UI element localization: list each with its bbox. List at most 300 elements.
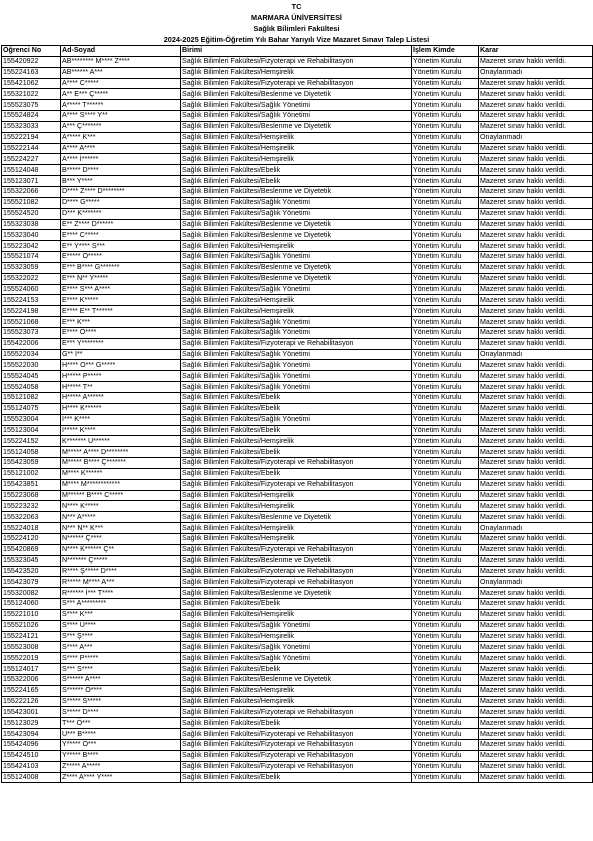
cell-unit: Sağlık Bilimleri Fakültesi/Hemşirelik — [181, 490, 412, 501]
cell-unit: Sağlık Bilimleri Fakültesi/Hemşirelik — [181, 295, 412, 306]
table-row — [2, 707, 593, 718]
cell-student-no: 155424510 — [2, 750, 61, 761]
cell-name: A***** T****** — [61, 100, 181, 111]
cell-unit: Sağlık Bilimleri Fakültesi/Sağlık Yönetimi — [181, 111, 412, 122]
cell-handler: Yönetim Kurulu — [412, 599, 479, 610]
table-row — [2, 382, 593, 393]
cell-handler: Yönetim Kurulu — [412, 664, 479, 675]
table-row — [2, 338, 593, 349]
cell-decision: Mazeret sınav hakkı verildi. — [479, 219, 593, 230]
cell-name: E**** K***** — [61, 295, 181, 306]
column-header-student-no: Öğrenci No — [2, 46, 61, 57]
table-row — [2, 349, 593, 360]
table-row — [2, 154, 593, 165]
cell-handler: Yönetim Kurulu — [412, 371, 479, 382]
cell-student-no: 155523008 — [2, 642, 61, 653]
cell-student-no: 155322022 — [2, 273, 61, 284]
header-university: MARMARA ÜNİVERSİTESİ — [251, 13, 342, 22]
cell-unit: Sağlık Bilimleri Fakültesi/Fizyoterapi ve Rehabilitasyon — [181, 544, 412, 555]
table-body — [2, 56, 593, 783]
cell-handler: Yönetim Kurulu — [412, 555, 479, 566]
cell-student-no: 155423520 — [2, 566, 61, 577]
cell-unit: Sağlık Bilimleri Fakültesi/Beslenme ve Diyetetik — [181, 512, 412, 523]
cell-handler: Yönetim Kurulu — [412, 414, 479, 425]
table-row — [2, 327, 593, 338]
cell-name: K******* U****** — [61, 436, 181, 447]
table-row — [2, 620, 593, 631]
table-row — [2, 468, 593, 479]
cell-unit: Sağlık Bilimleri Fakültesi/Fizyoterapi ve Rehabilitasyon — [181, 729, 412, 740]
cell-name: S*** Ş**** — [61, 631, 181, 642]
cell-decision: Mazeret sınav hakkı verildi. — [479, 176, 593, 187]
cell-handler: Yönetim Kurulu — [412, 577, 479, 588]
cell-decision: Mazeret sınav hakkı verildi. — [479, 186, 593, 197]
table-row — [2, 577, 593, 588]
cell-handler: Yönetim Kurulu — [412, 262, 479, 273]
cell-name: A**** S**** Y** — [61, 111, 181, 122]
table-row — [2, 132, 593, 143]
cell-student-no: 155323033 — [2, 121, 61, 132]
table-row — [2, 262, 593, 273]
cell-handler: Yönetim Kurulu — [412, 67, 479, 78]
cell-name: D**** Z**** D******** — [61, 186, 181, 197]
cell-unit: Sağlık Bilimleri Fakültesi/Hemşirelik — [181, 154, 412, 165]
cell-unit: Sağlık Bilimleri Fakültesi/Ebelik — [181, 176, 412, 187]
table-row — [2, 718, 593, 729]
cell-handler: Yönetim Kurulu — [412, 707, 479, 718]
cell-handler: Yönetim Kurulu — [412, 252, 479, 263]
cell-unit: Sağlık Bilimleri Fakültesi/Sağlık Yönetimi — [181, 653, 412, 664]
cell-handler: Yönetim Kurulu — [412, 468, 479, 479]
cell-name: A** E*** Ç***** — [61, 89, 181, 100]
cell-handler: Yönetim Kurulu — [412, 295, 479, 306]
table-row — [2, 273, 593, 284]
cell-name: N*** A***** — [61, 512, 181, 523]
cell-handler: Yönetim Kurulu — [412, 479, 479, 490]
cell-decision: Mazeret sınav hakkı verildi. — [479, 533, 593, 544]
cell-student-no: 155524824 — [2, 111, 61, 122]
cell-decision: Mazeret sınav hakkı verildi. — [479, 241, 593, 252]
cell-decision: Mazeret sınav hakkı verildi. — [479, 371, 593, 382]
cell-name: E*** B**** G******* — [61, 262, 181, 273]
cell-name: Y***** B**** — [61, 750, 181, 761]
cell-unit: Sağlık Bilimleri Fakültesi/Ebelik — [181, 468, 412, 479]
cell-unit: Sağlık Bilimleri Fakültesi/Sağlık Yönetimi — [181, 100, 412, 111]
cell-handler: Yönetim Kurulu — [412, 306, 479, 317]
cell-student-no: 155521068 — [2, 317, 61, 328]
cell-decision: Mazeret sınav hakkı verildi. — [479, 78, 593, 89]
cell-student-no: 155322066 — [2, 186, 61, 197]
cell-student-no: 155124008 — [2, 772, 61, 783]
cell-student-no: 155522019 — [2, 653, 61, 664]
cell-name: E** Z**** D****** — [61, 219, 181, 230]
cell-decision: Mazeret sınav hakkı verildi. — [479, 360, 593, 371]
cell-decision: Mazeret sınav hakkı verildi. — [479, 740, 593, 751]
table-row — [2, 100, 593, 111]
cell-decision: Mazeret sınav hakkı verildi. — [479, 121, 593, 132]
cell-unit: Sağlık Bilimleri Fakültesi/Ebelik — [181, 403, 412, 414]
cell-student-no: 155123029 — [2, 718, 61, 729]
cell-handler: Yönetim Kurulu — [412, 176, 479, 187]
cell-student-no: 155224198 — [2, 306, 61, 317]
cell-handler: Yönetim Kurulu — [412, 154, 479, 165]
cell-unit: Sağlık Bilimleri Fakültesi/Hemşirelik — [181, 533, 412, 544]
cell-name: S**** K*** — [61, 609, 181, 620]
cell-unit: Sağlık Bilimleri Fakültesi/Hemşirelik — [181, 241, 412, 252]
table-row — [2, 371, 593, 382]
cell-handler: Yönetim Kurulu — [412, 393, 479, 404]
cell-decision: Mazeret sınav hakkı verildi. — [479, 100, 593, 111]
cell-decision: Mazeret sınav hakkı verildi. — [479, 154, 593, 165]
table-row — [2, 403, 593, 414]
cell-name: S**** A*** — [61, 642, 181, 653]
cell-unit: Sağlık Bilimleri Fakültesi/Sağlık Yönetimi — [181, 414, 412, 425]
cell-student-no: 155222126 — [2, 696, 61, 707]
cell-decision: Mazeret sınav hakkı verildi. — [479, 664, 593, 675]
cell-name: N**** K****** Ç** — [61, 544, 181, 555]
cell-handler: Yönetim Kurulu — [412, 718, 479, 729]
cell-name: U*** B***** — [61, 729, 181, 740]
table-row — [2, 479, 593, 490]
column-header-name: Ad-Soyad — [61, 46, 181, 57]
cell-student-no: 155321022 — [2, 89, 61, 100]
table-row — [2, 436, 593, 447]
cell-decision: Onaylanmadı — [479, 132, 593, 143]
table-row — [2, 501, 593, 512]
cell-name: H***** P***** — [61, 371, 181, 382]
cell-name: A*** Ç******* — [61, 121, 181, 132]
cell-name: N******* Ç***** — [61, 555, 181, 566]
cell-name: A***** K*** — [61, 132, 181, 143]
cell-decision: Onaylanmadı — [479, 349, 593, 360]
cell-handler: Yönetim Kurulu — [412, 382, 479, 393]
cell-handler: Yönetim Kurulu — [412, 523, 479, 534]
table-row — [2, 642, 593, 653]
cell-unit: Sağlık Bilimleri Fakültesi/Hemşirelik — [181, 696, 412, 707]
cell-decision: Mazeret sınav hakkı verildi. — [479, 56, 593, 67]
table-row — [2, 414, 593, 425]
cell-name: E**** E** T****** — [61, 306, 181, 317]
cell-handler: Yönetim Kurulu — [412, 132, 479, 143]
cell-handler: Yönetim Kurulu — [412, 349, 479, 360]
cell-decision: Mazeret sınav hakkı verildi. — [479, 317, 593, 328]
cell-decision: Mazeret sınav hakkı verildi. — [479, 544, 593, 555]
cell-decision: Mazeret sınav hakkı verildi. — [479, 306, 593, 317]
cell-decision: Mazeret sınav hakkı verildi. — [479, 772, 593, 783]
cell-name: E**** Ö**** — [61, 327, 181, 338]
cell-name: G** İ** — [61, 349, 181, 360]
cell-unit: Sağlık Bilimleri Fakültesi/Fizyoterapi ve Rehabilitasyon — [181, 56, 412, 67]
cell-decision: Mazeret sınav hakkı verildi. — [479, 425, 593, 436]
cell-name: N*** N** K*** — [61, 523, 181, 534]
cell-unit: Sağlık Bilimleri Fakültesi/Hemşirelik — [181, 132, 412, 143]
table-row — [2, 599, 593, 610]
cell-handler: Yönetim Kurulu — [412, 338, 479, 349]
cell-handler: Yönetim Kurulu — [412, 696, 479, 707]
cell-name: D*** K******* — [61, 208, 181, 219]
cell-unit: Sağlık Bilimleri Fakültesi/Hemşirelik — [181, 631, 412, 642]
cell-unit: Sağlık Bilimleri Fakültesi/Ebelik — [181, 393, 412, 404]
table-row — [2, 295, 593, 306]
cell-unit: Sağlık Bilimleri Fakültesi/Sağlık Yönetimi — [181, 382, 412, 393]
cell-name: Z**** A**** Y**** — [61, 772, 181, 783]
cell-student-no: 155224152 — [2, 436, 61, 447]
table-row — [2, 685, 593, 696]
cell-name: E** Y**** S*** — [61, 241, 181, 252]
cell-name: Z***** A***** — [61, 761, 181, 772]
cell-name: R***** M**** A*** — [61, 577, 181, 588]
cell-name: A**** A**** — [61, 143, 181, 154]
cell-name: H***** T** — [61, 382, 181, 393]
cell-student-no: 155424096 — [2, 740, 61, 751]
cell-unit: Sağlık Bilimleri Fakültesi/Ebelik — [181, 165, 412, 176]
cell-student-no: 155224120 — [2, 533, 61, 544]
cell-decision: Mazeret sınav hakkı verildi. — [479, 338, 593, 349]
cell-student-no: 155224163 — [2, 67, 61, 78]
cell-unit: Sağlık Bilimleri Fakültesi/Fizyoterapi ve Rehabilitasyon — [181, 566, 412, 577]
table-row — [2, 111, 593, 122]
cell-handler: Yönetim Kurulu — [412, 458, 479, 469]
cell-name: E*** Y******** — [61, 338, 181, 349]
cell-student-no: 155124058 — [2, 447, 61, 458]
cell-handler: Yönetim Kurulu — [412, 631, 479, 642]
cell-name: A**** C***** — [61, 78, 181, 89]
cell-unit: Sağlık Bilimleri Fakültesi/Sağlık Yönetimi — [181, 349, 412, 360]
cell-decision: Mazeret sınav hakkı verildi. — [479, 230, 593, 241]
table-header-row — [2, 46, 593, 57]
cell-unit: Sağlık Bilimleri Fakültesi/Ebelik — [181, 425, 412, 436]
cell-decision: Mazeret sınav hakkı verildi. — [479, 479, 593, 490]
cell-name: Y***** Ö*** — [61, 740, 181, 751]
cell-handler: Yönetim Kurulu — [412, 740, 479, 751]
cell-name: R****** İ*** T**** — [61, 588, 181, 599]
cell-name: E***** Ö***** — [61, 252, 181, 263]
table-row — [2, 208, 593, 219]
cell-student-no: 155523004 — [2, 414, 61, 425]
cell-name: H**** K****** — [61, 403, 181, 414]
cell-name: S****** Ö**** — [61, 685, 181, 696]
cell-name: S***** D**** — [61, 707, 181, 718]
cell-handler: Yönetim Kurulu — [412, 447, 479, 458]
cell-name: B***** D**** — [61, 165, 181, 176]
column-header-unit: Birimi — [181, 46, 412, 57]
cell-decision: Mazeret sınav hakkı verildi. — [479, 327, 593, 338]
cell-unit: Sağlık Bilimleri Fakültesi/Sağlık Yönetimi — [181, 284, 412, 295]
cell-handler: Yönetim Kurulu — [412, 197, 479, 208]
cell-handler: Yönetim Kurulu — [412, 100, 479, 111]
cell-student-no: 155224153 — [2, 295, 61, 306]
cell-decision: Mazeret sınav hakkı verildi. — [479, 295, 593, 306]
table-row — [2, 772, 593, 783]
cell-handler: Yönetim Kurulu — [412, 241, 479, 252]
cell-student-no: 155422006 — [2, 338, 61, 349]
cell-name: S*** A********* — [61, 599, 181, 610]
cell-unit: Sağlık Bilimleri Fakültesi/Beslenme ve Diyetetik — [181, 273, 412, 284]
table-row — [2, 425, 593, 436]
cell-unit: Sağlık Bilimleri Fakültesi/Fizyoterapi ve Rehabilitasyon — [181, 577, 412, 588]
table-row — [2, 89, 593, 100]
column-header-handler: İşlem Kimde — [412, 46, 479, 57]
cell-decision: Mazeret sınav hakkı verildi. — [479, 696, 593, 707]
cell-handler: Yönetim Kurulu — [412, 588, 479, 599]
cell-handler: Yönetim Kurulu — [412, 425, 479, 436]
cell-decision: Mazeret sınav hakkı verildi. — [479, 284, 593, 295]
table-row — [2, 609, 593, 620]
cell-decision: Mazeret sınav hakkı verildi. — [479, 468, 593, 479]
cell-student-no: 155323038 — [2, 219, 61, 230]
cell-student-no: 155224227 — [2, 154, 61, 165]
table-row — [2, 306, 593, 317]
table-row — [2, 219, 593, 230]
cell-unit: Sağlık Bilimleri Fakültesi/Beslenme ve Diyetetik — [181, 219, 412, 230]
document-header — [0, 0, 593, 45]
cell-handler: Yönetim Kurulu — [412, 750, 479, 761]
request-table — [1, 45, 593, 783]
table-row — [2, 566, 593, 577]
cell-decision: Mazeret sınav hakkı verildi. — [479, 512, 593, 523]
cell-student-no: 155224165 — [2, 685, 61, 696]
cell-decision: Mazeret sınav hakkı verildi. — [479, 447, 593, 458]
cell-student-no: 155524045 — [2, 371, 61, 382]
cell-handler: Yönetim Kurulu — [412, 143, 479, 154]
cell-unit: Sağlık Bilimleri Fakültesi/Sağlık Yönetimi — [181, 252, 412, 263]
cell-student-no: 155522030 — [2, 360, 61, 371]
cell-student-no: 155124075 — [2, 403, 61, 414]
cell-unit: Sağlık Bilimleri Fakültesi/Beslenme ve Diyetetik — [181, 230, 412, 241]
cell-student-no: 155521082 — [2, 197, 61, 208]
cell-decision: Mazeret sınav hakkı verildi. — [479, 707, 593, 718]
cell-student-no: 155223068 — [2, 490, 61, 501]
table-row — [2, 653, 593, 664]
table-row — [2, 176, 593, 187]
cell-student-no: 155421062 — [2, 78, 61, 89]
cell-handler: Yönetim Kurulu — [412, 620, 479, 631]
cell-decision: Onaylanmadı — [479, 523, 593, 534]
cell-unit: Sağlık Bilimleri Fakültesi/Sağlık Yönetimi — [181, 360, 412, 371]
cell-unit: Sağlık Bilimleri Fakültesi/Fizyoterapi ve Rehabilitasyon — [181, 78, 412, 89]
cell-decision: Mazeret sınav hakkı verildi. — [479, 653, 593, 664]
cell-name: S***** S***** — [61, 696, 181, 707]
cell-student-no: 155423079 — [2, 577, 61, 588]
cell-name: A**** İ****** — [61, 154, 181, 165]
cell-unit: Sağlık Bilimleri Fakültesi/Sağlık Yönetimi — [181, 620, 412, 631]
table-row — [2, 512, 593, 523]
cell-unit: Sağlık Bilimleri Fakültesi/Hemşirelik — [181, 685, 412, 696]
cell-name: S*** S**** — [61, 664, 181, 675]
cell-decision: Mazeret sınav hakkı verildi. — [479, 642, 593, 653]
table-row — [2, 56, 593, 67]
table-row — [2, 674, 593, 685]
cell-handler: Yönetim Kurulu — [412, 653, 479, 664]
cell-student-no: 155424103 — [2, 761, 61, 772]
cell-handler: Yönetim Kurulu — [412, 186, 479, 197]
cell-handler: Yönetim Kurulu — [412, 111, 479, 122]
cell-student-no: 155121002 — [2, 468, 61, 479]
cell-decision: Mazeret sınav hakkı verildi. — [479, 382, 593, 393]
cell-student-no: 155423851 — [2, 479, 61, 490]
cell-name: M***** B**** Ç******* — [61, 458, 181, 469]
cell-handler: Yönetim Kurulu — [412, 685, 479, 696]
cell-handler: Yönetim Kurulu — [412, 729, 479, 740]
cell-decision: Mazeret sınav hakkı verildi. — [479, 403, 593, 414]
cell-name: M**** M************ — [61, 479, 181, 490]
cell-student-no: 155222144 — [2, 143, 61, 154]
cell-handler: Yönetim Kurulu — [412, 219, 479, 230]
cell-name: N****** Ç**** — [61, 533, 181, 544]
table-row — [2, 230, 593, 241]
cell-name: E**** C***** — [61, 230, 181, 241]
cell-name: M****** B**** C***** — [61, 490, 181, 501]
cell-student-no: 155521026 — [2, 620, 61, 631]
table-row — [2, 121, 593, 132]
cell-name: S**** P***** — [61, 653, 181, 664]
cell-handler: Yönetim Kurulu — [412, 284, 479, 295]
cell-decision: Mazeret sınav hakkı verildi. — [479, 609, 593, 620]
cell-student-no: 155322006 — [2, 674, 61, 685]
cell-decision: Mazeret sınav hakkı verildi. — [479, 111, 593, 122]
table-row — [2, 588, 593, 599]
cell-student-no: 155323040 — [2, 230, 61, 241]
column-header-decision: Karar — [479, 46, 593, 57]
table-row — [2, 67, 593, 78]
cell-unit: Sağlık Bilimleri Fakültesi/Fizyoterapi ve Rehabilitasyon — [181, 338, 412, 349]
cell-decision: Mazeret sınav hakkı verildi. — [479, 599, 593, 610]
cell-decision: Mazeret sınav hakkı verildi. — [479, 750, 593, 761]
cell-student-no: 155522034 — [2, 349, 61, 360]
cell-decision: Mazeret sınav hakkı verildi. — [479, 143, 593, 154]
cell-decision: Mazeret sınav hakkı verildi. — [479, 631, 593, 642]
table-row — [2, 252, 593, 263]
table-row — [2, 458, 593, 469]
cell-unit: Sağlık Bilimleri Fakültesi/Sağlık Yönetimi — [181, 197, 412, 208]
cell-unit: Sağlık Bilimleri Fakültesi/Fizyoterapi ve Rehabilitasyon — [181, 761, 412, 772]
cell-decision: Mazeret sınav hakkı verildi. — [479, 761, 593, 772]
cell-unit: Sağlık Bilimleri Fakültesi/Beslenme ve Diyetetik — [181, 674, 412, 685]
cell-decision: Mazeret sınav hakkı verildi. — [479, 208, 593, 219]
cell-student-no: 155423059 — [2, 458, 61, 469]
cell-name: N**** K***** — [61, 501, 181, 512]
cell-handler: Yönetim Kurulu — [412, 761, 479, 772]
cell-handler: Yönetim Kurulu — [412, 327, 479, 338]
table-row — [2, 447, 593, 458]
cell-student-no: 155323059 — [2, 262, 61, 273]
cell-student-no: 155420869 — [2, 544, 61, 555]
table-row — [2, 750, 593, 761]
cell-handler: Yönetim Kurulu — [412, 642, 479, 653]
cell-handler: Yönetim Kurulu — [412, 78, 479, 89]
cell-decision: Mazeret sınav hakkı verildi. — [479, 685, 593, 696]
cell-unit: Sağlık Bilimleri Fakültesi/Sağlık Yönetimi — [181, 317, 412, 328]
cell-unit: Sağlık Bilimleri Fakültesi/Fizyoterapi ve Rehabilitasyon — [181, 479, 412, 490]
cell-student-no: 155322063 — [2, 512, 61, 523]
cell-handler: Yönetim Kurulu — [412, 403, 479, 414]
cell-student-no: 155121082 — [2, 393, 61, 404]
cell-unit: Sağlık Bilimleri Fakültesi/Hemşirelik — [181, 143, 412, 154]
cell-unit: Sağlık Bilimleri Fakültesi/Sağlık Yönetimi — [181, 327, 412, 338]
table-row — [2, 78, 593, 89]
cell-student-no: 155124017 — [2, 664, 61, 675]
cell-handler: Yönetim Kurulu — [412, 56, 479, 67]
cell-handler: Yönetim Kurulu — [412, 208, 479, 219]
cell-unit: Sağlık Bilimleri Fakültesi/Hemşirelik — [181, 523, 412, 534]
table-row — [2, 696, 593, 707]
cell-handler: Yönetim Kurulu — [412, 273, 479, 284]
cell-name: B*** Y**** — [61, 176, 181, 187]
cell-unit: Sağlık Bilimleri Fakültesi/Beslenme ve Diyetetik — [181, 121, 412, 132]
table-row — [2, 393, 593, 404]
cell-unit: Sağlık Bilimleri Fakültesi/Ebelik — [181, 447, 412, 458]
cell-name: E*** K*** — [61, 317, 181, 328]
